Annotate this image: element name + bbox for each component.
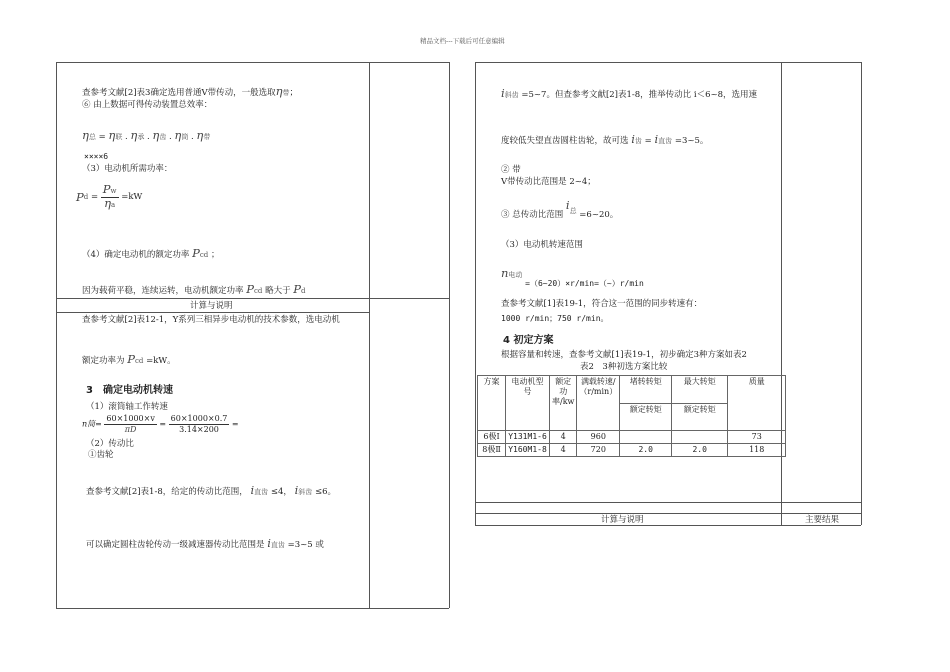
left-p10: （2）传动比 xyxy=(86,439,134,449)
right-p10: 根据容量和转速，查参考文献[1]表19-1，初步确定3种方案如表2 xyxy=(501,350,747,360)
th-power: 额定功率/kw xyxy=(550,376,577,431)
left-calc-header: 计算与说明 xyxy=(190,301,233,311)
th-rated-1: 额定转矩 xyxy=(620,403,672,431)
left-p12: 查参考文献[2]表1-8，给定的传动比范围， i直齿 ≤4， i斜齿 ≤6。 xyxy=(86,483,336,497)
pd-formula: Pd = $\frac{Pw}{\eta a}$ =kW xyxy=(76,182,143,210)
table-caption: 表2 3种初选方案比较 xyxy=(580,362,668,372)
left-p3: ××××6 xyxy=(84,152,109,161)
left-p11: ①齿轮 xyxy=(88,450,114,460)
left-p1: 查参考文献[2]表3确定选用普通V带传动，一般选取η带； xyxy=(82,84,298,98)
right-p9: 1000 r/min；750 r/min。 xyxy=(501,314,609,323)
table-row: 6极Ⅰ Y131M1-6 4 960 73 xyxy=(478,431,786,444)
th-rated-2: 额定转矩 xyxy=(672,403,728,431)
left-p5: （4）确定电动机的额定功率 Pcd ； xyxy=(82,246,220,260)
left-p7: 查参考文献[2]表12-1，Y系列三相异步电动机的技术参数，选电动机 xyxy=(82,315,340,325)
nw-formula: n筒= $\frac{60\times 1000\times v}{\pi D}$ = $\frac{60\times 1000\times 0.7}{3.14\times 200}$ = xyxy=(82,414,239,434)
right-p5: ③ 总传动比范围 $i^总$ =6~20。 xyxy=(501,198,619,220)
left-p8: 额定功率为 Pcd =kW。 xyxy=(82,352,176,366)
eta-total-formula: η总 = η联 . η承 . η齿 . η筒 . η带 xyxy=(82,128,211,142)
right-p2: 度较低失望直齿圆柱齿轮，故可选 i齿 = i直齿 =3~5。 xyxy=(501,132,709,146)
right-p8: 查参考文献[1]表19-1，符合这一范围的同步转速有： xyxy=(501,299,703,309)
th-scheme: 方案 xyxy=(478,376,506,431)
right-footer-calc: 计算与说明 xyxy=(601,515,644,525)
right-p1: i斜齿 =5~7。但查参考文献[2]表1-8，推举传动比 i＜6~8，选用速 xyxy=(501,86,758,100)
header-note: 精品文档---下载后可任意编辑 xyxy=(420,37,505,45)
section-heading-4: 4 初定方案 xyxy=(503,335,554,346)
left-p9: （1）滚筒轴工作转速 xyxy=(86,402,168,412)
left-p6: 因为载荷平稳，连续运转，电动机额定功率 Pcd 略大于 Pd xyxy=(82,282,306,296)
right-p4: V带传动比范围是 2~4； xyxy=(501,177,596,187)
th-model: 电动机型号 xyxy=(506,376,550,431)
left-p4: （3）电动机所需功率： xyxy=(82,164,173,174)
right-p6: （3）电动机转速范围 xyxy=(501,240,583,250)
right-footer-result: 主要结果 xyxy=(805,515,840,525)
th-speed: 满载转速/（r/min） xyxy=(577,376,620,431)
section-heading-3: 3 确定电动机转速 xyxy=(86,385,173,396)
left-p2: ⑥ 由上数据可得传动装置总效率： xyxy=(82,100,213,110)
left-p13: 可以确定圆柱齿轮传动一级减速器传动比范围是 i直齿 =3~5 或 xyxy=(86,536,324,550)
right-p3: ② 带 xyxy=(501,165,521,175)
scheme-comparison-table xyxy=(477,375,786,469)
th-max: 最大转矩 xyxy=(672,376,728,404)
th-stall: 堵转转矩 xyxy=(620,376,672,404)
right-p7: n电动 =（6~20）×r/min=（~）r/min xyxy=(501,266,644,288)
table-row: 8极Ⅱ Y160M1-8 4 720 2.0 2.0 118 xyxy=(478,444,786,457)
th-mass: 质量 xyxy=(728,376,786,431)
